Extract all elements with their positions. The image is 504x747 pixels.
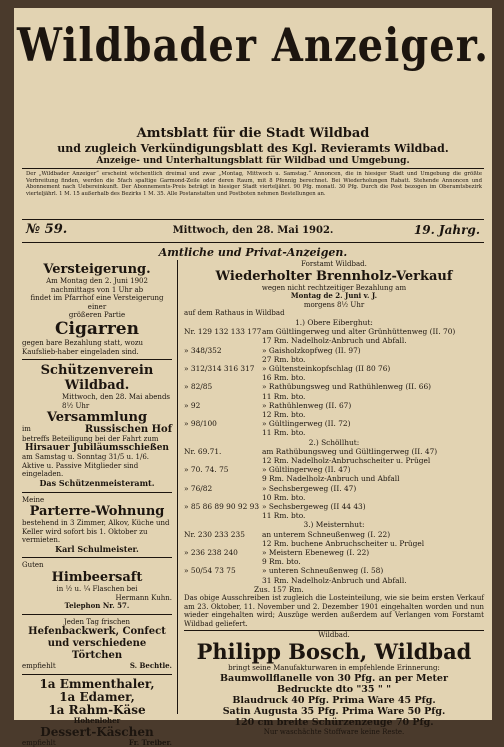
- wood-entry: [184, 336, 484, 345]
- ad-heading: Versammlung: [46, 410, 148, 426]
- ad-sign-row: [22, 662, 172, 671]
- wood-entry: [184, 484, 484, 493]
- ad-place: Russischen Hof: [84, 424, 172, 436]
- wood-heading: 2.) Schöllhut:: [308, 437, 360, 447]
- bosch-line: 120 cm breite Schürzenzeuge 70 Pfg.: [234, 716, 434, 728]
- wood-lot-location: am Gültlingerweg und alter Grünhüttenweg (II. 70): [262, 327, 456, 337]
- wood-lot-numbers: [184, 428, 262, 437]
- wood-entry: [184, 373, 484, 382]
- ad-telephone: Telephon Nr. 57.: [64, 601, 130, 611]
- wood-entry: [184, 428, 484, 437]
- wood-lot-numbers: [184, 355, 262, 364]
- wood-lot-location: 9 Rm. Nadelholz-Anbruch und Abfall: [262, 474, 400, 484]
- ad-title: Parterre-Wohnung: [29, 504, 165, 520]
- wood-lot-location: » Gültlingerweg (II. 72): [262, 419, 351, 429]
- wood-sale-line: wegen nicht rechtzeitiger Bezahlung am: [261, 283, 407, 292]
- wood-sale-title: Wiederholter Brennholz-Verkauf: [215, 268, 453, 284]
- wood-entry: [184, 511, 484, 520]
- ad-kaese: [22, 678, 172, 747]
- wood-lot-numbers: » 82/85: [184, 382, 213, 392]
- wood-entry: [184, 548, 484, 557]
- wood-entry: [184, 346, 484, 355]
- wood-heading: 3.) Meisternhut:: [303, 520, 365, 530]
- ad-text: Mittwoch, den 28. Mai abends 8½ Uhr: [62, 393, 171, 410]
- issue-date: Mittwoch, den 28. Mai 1902.: [172, 225, 334, 236]
- wood-lot-numbers: » 85 86 89 90 92 93: [184, 502, 260, 512]
- wood-entry: [184, 355, 484, 364]
- wood-lot-numbers: [184, 336, 262, 345]
- bosch-line: Satin Augusta 35 Pfg. Prima Ware 50 Pfg.: [222, 705, 446, 717]
- ad-text: bestehend in 3 Zimmer, Alkov, Küche und Keller wird sofort bis 1. Oktober zu vermieten.: [22, 519, 170, 545]
- ad-title: Himbeersaft: [51, 570, 143, 586]
- wood-lot-location: am Rathübungsweg und Gültlingerweg (II. 47): [262, 446, 438, 456]
- ad-text: im: [22, 425, 31, 434]
- wood-lot-numbers: [184, 557, 262, 566]
- wood-lot-location: 16 Rm. bto.: [262, 373, 306, 383]
- wood-heading: 1.) Obere Eiberghut:: [295, 317, 373, 327]
- wood-lot-numbers: [184, 456, 262, 465]
- wood-entry: [184, 539, 484, 548]
- ad-line: Hohenloher: [73, 716, 121, 726]
- wood-lot-numbers: [184, 493, 262, 502]
- ad-signature: Das Schützenmeisteramt.: [39, 477, 155, 488]
- left-column: [22, 262, 172, 747]
- ad-versteigerung: [22, 262, 172, 360]
- wood-lot-numbers: » 98/100: [184, 419, 217, 429]
- wood-lot-numbers: » 236 238 240: [184, 548, 238, 558]
- wood-lot-location: 10 Rm. bto.: [262, 492, 306, 502]
- wood-total: Zus. 157 Rm.: [254, 584, 304, 594]
- wood-lot-numbers: Nr. 129 132 133 177: [184, 327, 262, 337]
- wood-lot-location: 11 Rm. bto.: [262, 511, 306, 521]
- divider: [22, 168, 484, 169]
- wood-list: [184, 530, 484, 585]
- wood-lot-location: » Gültensteinkopfschlag (II 80 76): [262, 363, 391, 373]
- wood-lot-numbers: Nr. 230 233 235: [184, 529, 245, 539]
- wood-lot-location: 12 Rm. buchene Anbruchscheiter u. Prügel: [262, 538, 425, 548]
- wood-lot-numbers: [184, 511, 262, 520]
- wood-lot-numbers: [184, 539, 262, 548]
- wood-sale-place: auf dem Rathaus in Wildbad: [184, 309, 285, 318]
- wood-entry: [184, 327, 484, 336]
- ad-line: größeren Partie: [68, 311, 126, 320]
- wood-lot-numbers: Nr. 69.71.: [184, 446, 222, 456]
- wood-lot-location: 27 Rm. bto.: [262, 354, 306, 364]
- wood-lot-location: » Sechsbergeweg (II 44 43): [262, 502, 366, 512]
- ad-title: Schützenverein Wildbad.: [40, 363, 154, 394]
- masthead-title: Wildbader Anzeiger.: [16, 18, 490, 73]
- wood-lot-numbers: » 76/82: [184, 483, 213, 493]
- bosch-intro: bringt seine Manufakturwaren in empfehlende Erinnerung:: [228, 664, 440, 673]
- ad-place-row: [22, 425, 172, 435]
- wood-lot-numbers: » 312/314 316 317: [184, 363, 255, 373]
- issue-year: 19. Jahrg.: [413, 223, 480, 237]
- wood-entry: [184, 447, 484, 456]
- ad-signature: S. Bechtle.: [129, 661, 172, 671]
- wood-lot-location: » unteren Schneußenweg (I. 58): [262, 566, 384, 576]
- ad-backwerk: [22, 618, 172, 675]
- masthead-subtitle: Amtsblatt für die Stadt Wildbad: [136, 126, 370, 141]
- wood-entry: [184, 392, 484, 401]
- ad-item: Cigarren: [55, 318, 139, 339]
- right-column: [184, 260, 484, 736]
- wood-entry: [184, 557, 484, 566]
- wood-entry: [184, 419, 484, 428]
- wood-entry: [184, 465, 484, 474]
- wood-lot-numbers: [184, 392, 262, 401]
- ad-text: Guten: [22, 561, 44, 570]
- ad-signature: Hermann Kuhn.: [115, 593, 172, 602]
- wood-lot-location: 12 Rm. bto.: [262, 410, 306, 419]
- wood-lot-location: » Sechsbergeweg (II. 47): [262, 483, 357, 493]
- wood-lot-numbers: [184, 373, 262, 382]
- ad-line: findet im Pfarrhof eine Versteigerung einer: [30, 294, 164, 311]
- wood-lot-location: » Rathühlenweg (II. 67): [262, 400, 352, 410]
- wood-entry: [184, 493, 484, 502]
- ad-sign-row: [22, 739, 172, 747]
- ad-event: Hirsauer Jubiläumsschießen: [25, 442, 169, 453]
- ad-line: 1a Edamer,: [59, 690, 135, 705]
- wood-lot-numbers: » 50/54 73 75: [184, 566, 236, 576]
- wood-lot-location: 11 Rm. bto.: [262, 428, 306, 438]
- divider: [22, 242, 484, 243]
- ad-line: 1a Emmenthaler,: [39, 677, 155, 692]
- ad-text: gegen bare Bezahlung statt, wozu Kaufslieb-haber eingeladen sind.: [22, 338, 144, 356]
- wood-lot-location: 11 Rm. bto.: [262, 391, 306, 401]
- wood-list: [184, 447, 484, 521]
- wood-entry: [184, 401, 484, 410]
- wood-entry: [184, 456, 484, 465]
- wood-lot-numbers: » 92: [184, 400, 201, 410]
- bosch-line: Baumwollflanelle von 30 Pfg. an per Meter: [220, 672, 448, 684]
- wood-list: [184, 327, 484, 437]
- ad-title: Hefenbackwerk, Confect und verschiedene Törtchen: [28, 626, 166, 662]
- wood-entry: [184, 502, 484, 511]
- ad-text: empfiehlt: [22, 738, 56, 747]
- section-title: Amtliche und Privat-Anzeigen.: [158, 246, 348, 259]
- wood-sale-line: Montag de 2. Juni v. J.: [290, 291, 378, 301]
- ad-text: in ½ u. ¼ Flaschen bei: [56, 585, 138, 594]
- wood-lot-location: 31 Rm. Nadelholz-Anbruch und Abfall.: [262, 575, 407, 585]
- wood-entry: [184, 566, 484, 575]
- ad-line: 1a Rahm-Käse: [48, 703, 146, 718]
- ad-text: betreffs Beteiligung bei der Fahrt zum: [22, 434, 159, 443]
- wood-entry: [184, 410, 484, 419]
- wood-lot-location: an unterem Schneußenweg (I. 22): [262, 529, 391, 539]
- wood-entry: [184, 382, 484, 391]
- wood-lot-location: » Rathübungsweg und Rathühlenweg (II. 66): [262, 382, 432, 392]
- wood-lot-location: 12 Rm. Nadelholz-Anbruchscheiter u. Prügel: [262, 456, 431, 466]
- ad-text: am Samstag u. Sonntag 31/5 u. 1/6. Aktive u. Passive Mitglieder sind eingeladen.: [22, 453, 149, 479]
- issue-number: № 59.: [26, 222, 68, 237]
- ad-text: Jeden Tag frischen: [63, 617, 131, 626]
- masthead-subtitle-3: Anzeige- und Unterhaltungsblatt für Wildbad und Umgebung.: [96, 156, 410, 166]
- ad-signature: Fr. Treiber.: [128, 737, 172, 747]
- ad-text: empfiehlt: [22, 662, 56, 671]
- column-divider: [177, 260, 178, 714]
- ad-text: Meine: [22, 495, 45, 504]
- ad-himbeersaft: [22, 561, 172, 614]
- office-name: Forstamt Wildbad.: [301, 260, 367, 268]
- wood-entry: [184, 364, 484, 373]
- wood-lot-location: » Gültlingerweg (II. 47): [262, 465, 351, 475]
- ad-schuetzenverein: [22, 363, 172, 492]
- bosch-title: Philipp Bosch, Wildbad: [196, 639, 472, 665]
- wood-entry: [184, 474, 484, 483]
- bosch-line: Nur waschächte Stoffware keine Reste.: [263, 727, 405, 736]
- ad-line: Am Montag den 2. Juni 1902: [46, 277, 148, 285]
- wood-lot-numbers: [184, 410, 262, 419]
- ad-line: nachmittags von 1 Uhr ab: [50, 285, 144, 294]
- wood-lot-location: » Gaisholzkopfweg (II. 97): [262, 345, 361, 355]
- bosch-place: Wildbad.: [318, 631, 350, 640]
- wood-entry: [184, 576, 484, 585]
- wood-lot-numbers: [184, 474, 262, 483]
- ad-signature: Karl Schulmeister.: [55, 543, 139, 554]
- wood-entry: [184, 530, 484, 539]
- wood-lot-location: » Meistern Ebeneweg (I. 22): [262, 548, 370, 558]
- wood-lot-numbers: » 348/352: [184, 345, 222, 355]
- wood-lot-location: 17 Rm. Nadelholz-Anbruch und Abfall.: [262, 336, 407, 346]
- ad-line: Dessert-Käschen: [40, 724, 154, 739]
- newspaper-page: [14, 8, 492, 747]
- bosch-line: Blaudruck 40 Pfg. Prima Ware 45 Pfg.: [232, 694, 436, 706]
- wood-lot-numbers: [184, 576, 262, 585]
- wood-lot-location: 9 Rm. bto.: [262, 557, 301, 567]
- ad-wohnung: [22, 496, 172, 559]
- issue-bar: [22, 220, 484, 242]
- ad-title: Versteigerung.: [43, 262, 151, 277]
- bosch-line: Bedruckte dto "35 " ": [276, 683, 392, 695]
- subscription-notice: Der „Wildbader Anzeiger“ erscheint wöchentlich dreimal und zwar „Montag, Mittwoch u. Samstag.“ Annoncen, die in hiesiger Stadt und Umgebung die größte Verbreitung finden, werden die 5fach spaltige Garmond-Zeile oder deren Raum, mit 8 Pfennig berechnet. Bei Wiederholungen Rabatt. Stehende Annoncen und Abonnement nach Uebereinkunft. Der Abonnements-Preis beträgt in hiesiger Stadt vierteljährl. 90 Pfg. monatl. 30 Pfg. Durch die Post bezogen im Oberamtsbezirk vierteljährl. 1 M. 15 außerhalb des Bezirks 1 M. 35. Alle Postanstalten und Postboten nehmen Bestellungen an.: [26, 171, 482, 197]
- wood-lot-numbers: » 70. 74. 75: [184, 465, 229, 475]
- masthead-subtitle-2: und zugleich Verkündigungsblatt des Kgl. Revieramts Wildbad.: [57, 142, 449, 155]
- wood-sale-line: morgens 8½ Uhr: [303, 300, 365, 309]
- wood-closing: Das obige Ausschreiben ist zugleich die Losteinteilung, wie sie beim ersten Verkauf am 23. Oktober, 11. November und 2. Dezember 1901 eingehalten worden und nun wieder eingehalten wird; Auszüge werden außerdem auf Verlangen vom Forstamt Wildbad geliefert.: [184, 594, 484, 631]
